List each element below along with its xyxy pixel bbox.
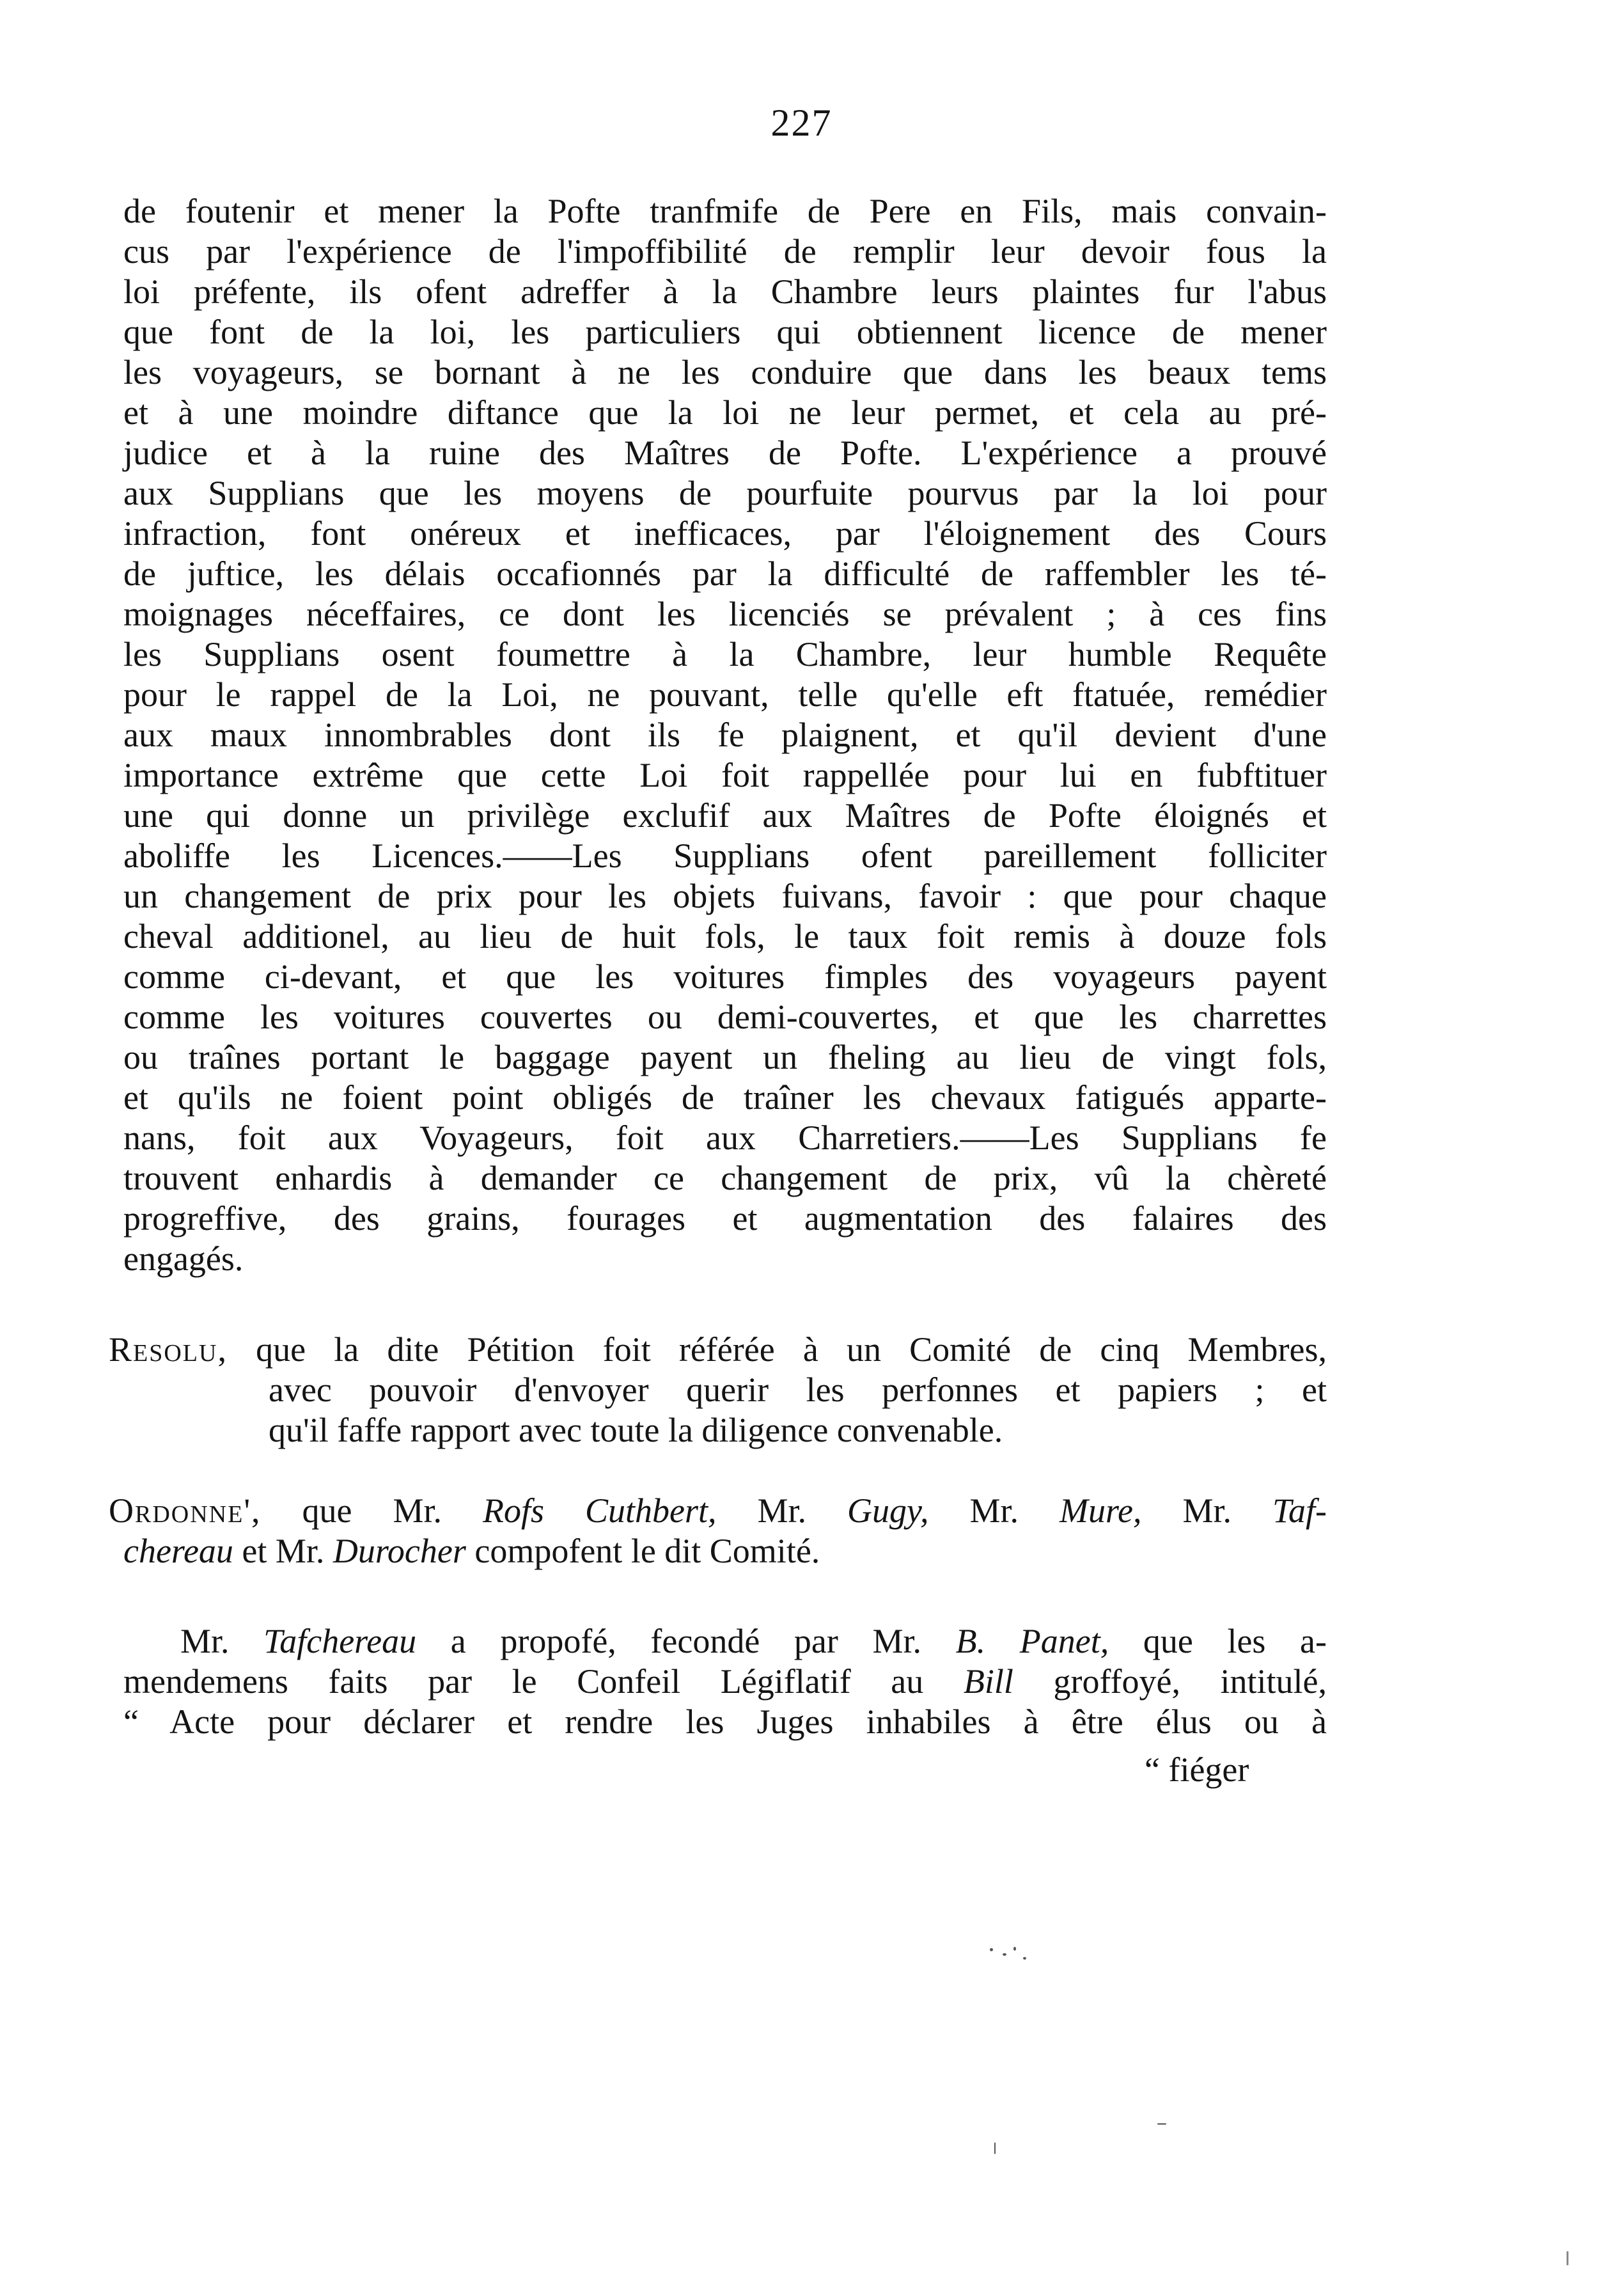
paper-speck <box>1003 1953 1006 1956</box>
text-line: infraction, font onéreux et inefficaces, par l'éloignement des Cours <box>123 514 1327 553</box>
text-span: que Mr. <box>302 1491 442 1530</box>
text-span: que les a- <box>1143 1622 1327 1660</box>
text-line: de juftice, les délais occafionnés par la difficulté de raffembler les té- <box>123 554 1327 593</box>
text-line: trouvent enhardis à demander ce changement de prix, vû la chèreté <box>123 1159 1327 1197</box>
text-line: comme ci-devant, et que les voitures fimples des voyageurs payent <box>123 957 1327 996</box>
text-line: de foutenir et mener la Pofte tranfmife de Pere en Fils, mais convain- <box>123 192 1327 230</box>
text-span: Mr. <box>757 1491 807 1530</box>
text-line: importance extrême que cette Loi foit rappellée pour lui en fubftituer <box>123 756 1327 794</box>
ordonne-second-line <box>123 1530 820 1571</box>
resolu-first-line <box>109 1329 1327 1370</box>
member-name: Taf- <box>1272 1491 1327 1530</box>
member-name: chereau <box>123 1532 233 1570</box>
bill-label: Bill <box>963 1662 1013 1701</box>
text-span: groffoyé, intitulé, <box>1053 1662 1327 1701</box>
text-line: cheval additionel, au lieu de huit fols, le taux foit remis à douze fols <box>123 917 1327 955</box>
text-line: pour le rappel de la Loi, ne pouvant, telle qu'elle eft ftatuée, remédier <box>123 675 1327 714</box>
text-line: ou traînes portant le baggage payent un fheling au lieu de vingt fols, <box>123 1038 1327 1076</box>
text-line: les Supplians osent foumettre à la Chambre, leur humble Requête <box>123 635 1327 673</box>
text-line: moignages néceffaires, ce dont les licenciés se prévalent ; à ces fins <box>123 595 1327 633</box>
text-line: judice et à la ruine des Maîtres de Pofte. L'expérience a prouvé <box>123 434 1327 472</box>
member-name: Durocher <box>332 1532 466 1570</box>
paper-speck <box>990 1948 993 1951</box>
ordonne-first-line <box>109 1490 1327 1531</box>
text-line: et qu'ils ne foient point obligés de traîner les chevaux fatigués apparte- <box>123 1078 1327 1117</box>
motion-line-1 <box>180 1621 1327 1662</box>
text-line: avec pouvoir d'envoyer querir les perfonnes et papiers ; et <box>269 1371 1327 1409</box>
text-line: nans, foit aux Voyageurs, foit aux Charretiers.——Les Supplians fe <box>123 1119 1327 1157</box>
catchword: “ fiéger <box>1145 1750 1249 1789</box>
text-span: et Mr. <box>242 1532 325 1570</box>
text-line: aux maux innombrables dont ils fe plaignent, et qu'il devient d'une <box>123 716 1327 754</box>
text-line: et à une moindre diftance que la loi ne leur permet, et cela au pré- <box>123 393 1327 432</box>
member-name: Rofs Cuthbert, <box>483 1491 717 1530</box>
resolu-label: Resolu, <box>109 1330 228 1369</box>
text-span: a propofé, fecondé par Mr. <box>450 1622 922 1660</box>
motion-line-2 <box>123 1661 1327 1702</box>
text-line: comme les voitures couvertes ou demi-couvertes, et que les charrettes <box>123 998 1327 1036</box>
text-line: aux Supplians que les moyens de pourfuite pourvus par la loi pour <box>123 474 1327 512</box>
paper-speck <box>1013 1947 1016 1951</box>
text-line: les voyageurs, se bornant à ne les conduire que dans les beaux tems <box>123 353 1327 391</box>
member-name: B. Panet, <box>955 1622 1109 1660</box>
text-line: “ Acte pour déclarer et rendre les Juges inhabiles à être élus ou à <box>123 1702 1327 1741</box>
text-line: une qui donne un privilège exclufif aux Maîtres de Pofte éloignés et <box>123 796 1327 835</box>
ordonne-label: Ordonne', <box>109 1491 262 1530</box>
text-line: que font de la loi, les particuliers qui obtiennent licence de mener <box>123 313 1327 351</box>
member-name: Mure, <box>1060 1491 1142 1530</box>
text-span: Mr. <box>180 1622 230 1660</box>
text-span: Mr. <box>969 1491 1019 1530</box>
paper-speck <box>1567 2251 1568 2265</box>
paper-speck <box>1157 2123 1166 2125</box>
paper-speck <box>1023 1957 1026 1960</box>
text-line: qu'il faffe rapport avec toute la diligence convenable. <box>269 1411 1003 1449</box>
text-span: mendemens faits par le Confeil Légiflatif au <box>123 1662 924 1701</box>
text-line: que la dite Pétition foit référée à un Comité de cinq Membres, <box>256 1330 1327 1369</box>
text-span: Mr. <box>1182 1491 1232 1530</box>
text-line: cus par l'expérience de l'impoffibilité de remplir leur devoir fous la <box>123 232 1327 271</box>
text-span: compofent le dit Comité. <box>474 1532 820 1570</box>
text-line: engagés. <box>123 1239 244 1278</box>
text-line: aboliffe les Licences.——Les Supplians ofent pareillement folliciter <box>123 837 1327 875</box>
text-line: un changement de prix pour les objets fuivans, favoir : que pour chaque <box>123 877 1327 915</box>
text-line: loi préfente, ils ofent adreffer à la Chambre leurs plaintes fur l'abus <box>123 272 1327 311</box>
page-number: 227 <box>770 102 833 144</box>
member-name: Tafchereau <box>263 1622 417 1660</box>
text-line: progreffive, des grains, fourages et augmentation des falaires des <box>123 1199 1327 1238</box>
paper-speck <box>994 2143 996 2154</box>
member-name: Gugy, <box>847 1491 929 1530</box>
